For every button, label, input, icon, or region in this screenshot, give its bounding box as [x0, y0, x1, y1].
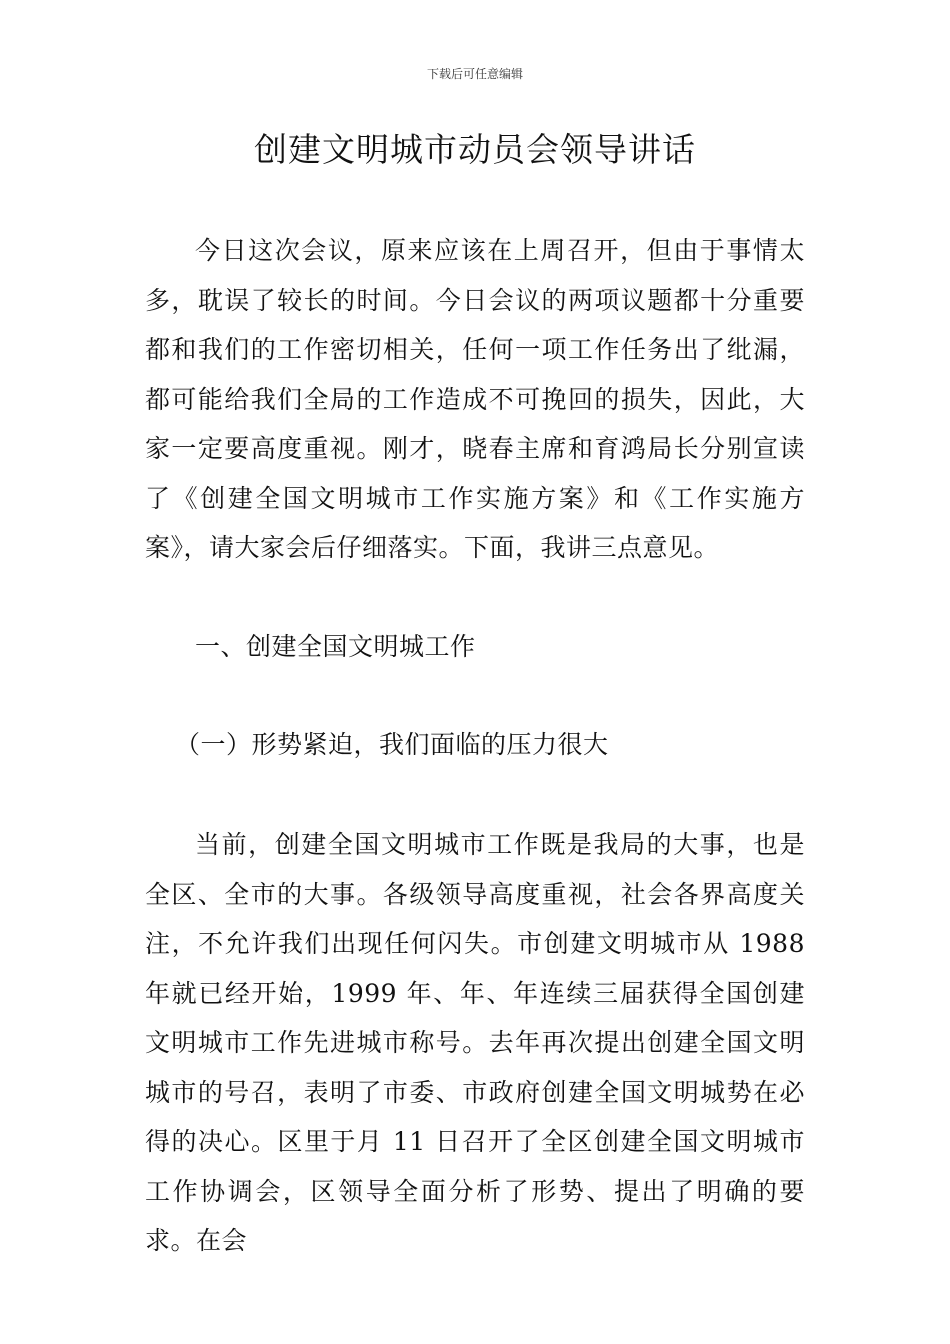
paragraph-intro: 今日这次会议，原来应该在上周召开，但由于事情太多，耽误了较长的时间。今日会议的两项议题都十分重要都和我们的工作密切相关，任何一项工作任务出了纰漏，都可能给我们全局的工作造成不可挽回的损失，因此，大家一定要高度重视。刚才，晓春主席和育鸿局长分别宣读了《创建全国文明城市工作实施方案》和《工作实施方案》，请大家会后仔细落实。下面，我讲三点意见。	[145, 236, 805, 562]
document-title: 创建文明城市动员会领导讲话	[254, 130, 696, 169]
header-note: 下载后可任意编辑	[426, 67, 523, 81]
subsection-heading: （一）形势紧迫，我们面临的压力很大	[175, 730, 609, 759]
section-heading: 一、创建全国文明城工作	[195, 632, 476, 661]
paragraph-body: 当前，创建全国文明城市工作既是我局的大事，也是全区、全市的大事。各级领导高度重视，社会各界高度关注，不允许我们出现任何闪失。市创建文明城市从 1988 年就已经开始，1999 年、年、年连续三届获得全国创建文明城市工作先进城市称号。去年再次提出创建全国文明城市的号召，表明了市委、市政府创建全国文明城势在必得的决心。区里于月 11 日召开了全区创建全国文明城市工作协调会，区领导全面分析了形势、提出了明确的要求。在会	[145, 830, 805, 1255]
